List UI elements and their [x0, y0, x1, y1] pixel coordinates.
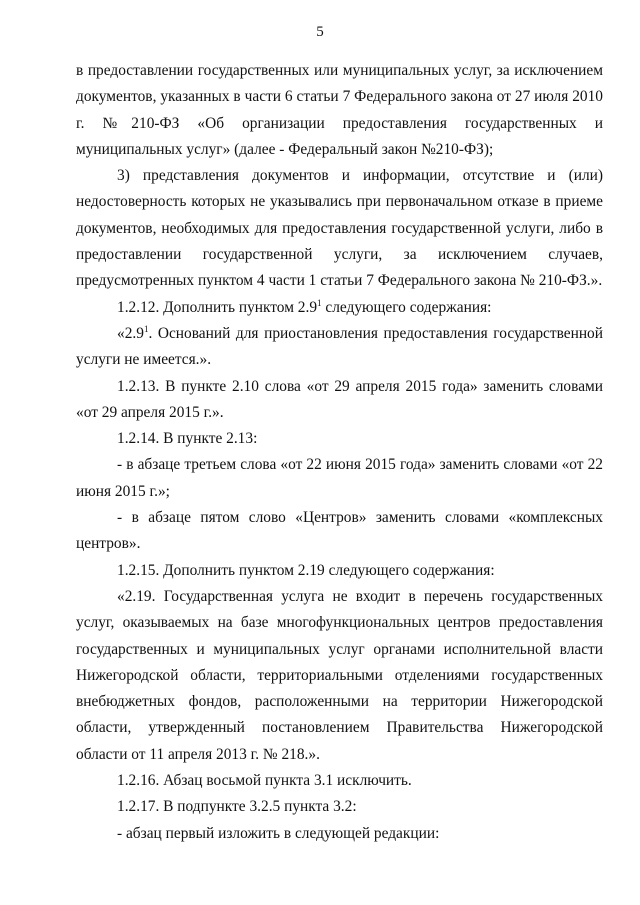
- paragraph-quote-2-19: «2.19. Государственная услуга не входит в перечень государственных услуг, оказываемых на базе многофункциональных центров предоставления государственных и муниципальных услуг органами исполнительной власти Нижегородской области, территориальными отделениями государственных внебюджетных фондов, расположенными на территории Нижегородской области, утвержденный постановлением Правительства Нижегородской области от 11 апреля 2013 г. № 218.».: [76, 587, 603, 763]
- paragraph-text: . Оснований для приостановления предоставления государственной услуги не имеется.».: [76, 324, 603, 369]
- paragraph-1-2-17: 1.2.17. В подпункте 3.2.5 пункта 3.2:: [117, 798, 357, 816]
- page-number: 5: [316, 24, 324, 40]
- paragraph-item-3: 3) представления документов и информации, отсутствие и (или) недостоверность которых не указывались при первоначальном отказе в приеме документов, необходимых для предоставления государственной услуги, либо в предоставлении государственной услуги, за исключением случаев, предусмотренных пунктом 4 части 1 статьи 7 Федерального закона № 210-ФЗ.».: [76, 167, 603, 290]
- paragraph-dash-fifth: - в абзаце пятом слово «Центров» заменить словами «комплексных центров».: [76, 509, 603, 553]
- paragraph-1-2-16: 1.2.16. Абзац восьмой пункта 3.1 исключить.: [117, 772, 412, 790]
- paragraph-quote-2-9-1: [76, 321, 603, 374]
- superscript: 1: [317, 297, 322, 308]
- paragraph-dash-third: - в абзаце третьем слова «от 22 июня 2015 года» заменить словами «от 22 июня 2015 г.»;: [76, 456, 603, 500]
- paragraph-1-2-12: [76, 295, 603, 321]
- paragraph-text: 1.2.12. Дополнить пунктом 2.9: [117, 298, 318, 316]
- paragraph-text: следующего содержания:: [321, 298, 492, 316]
- paragraph-1-2-15: 1.2.15. Дополнить пунктом 2.19 следующего содержания:: [117, 561, 495, 579]
- document-body: [76, 58, 603, 847]
- superscript: 1: [143, 323, 149, 334]
- paragraph-text: «2.9: [117, 324, 144, 342]
- paragraph-continuation: в предоставлении государственных или муниципальных услуг, за исключением документов, указанных в части 6 статьи 7 Федерального закона от 27 июля 2010 г. №210-ФЗ «Об организации предоставления государственных и муниципальных услуг» (далее - Федеральный закон №210-ФЗ);: [76, 62, 603, 158]
- paragraph-1-2-14: 1.2.14. В пункте 2.13:: [117, 430, 258, 448]
- paragraph-dash-first: - абзац первый изложить в следующей редакции:: [117, 824, 440, 842]
- paragraph-1-2-13: 1.2.13. В пункте 2.10 слова «от 29 апреля 2015 года» заменить словами «от 29 апреля 2015 г.».: [76, 377, 603, 421]
